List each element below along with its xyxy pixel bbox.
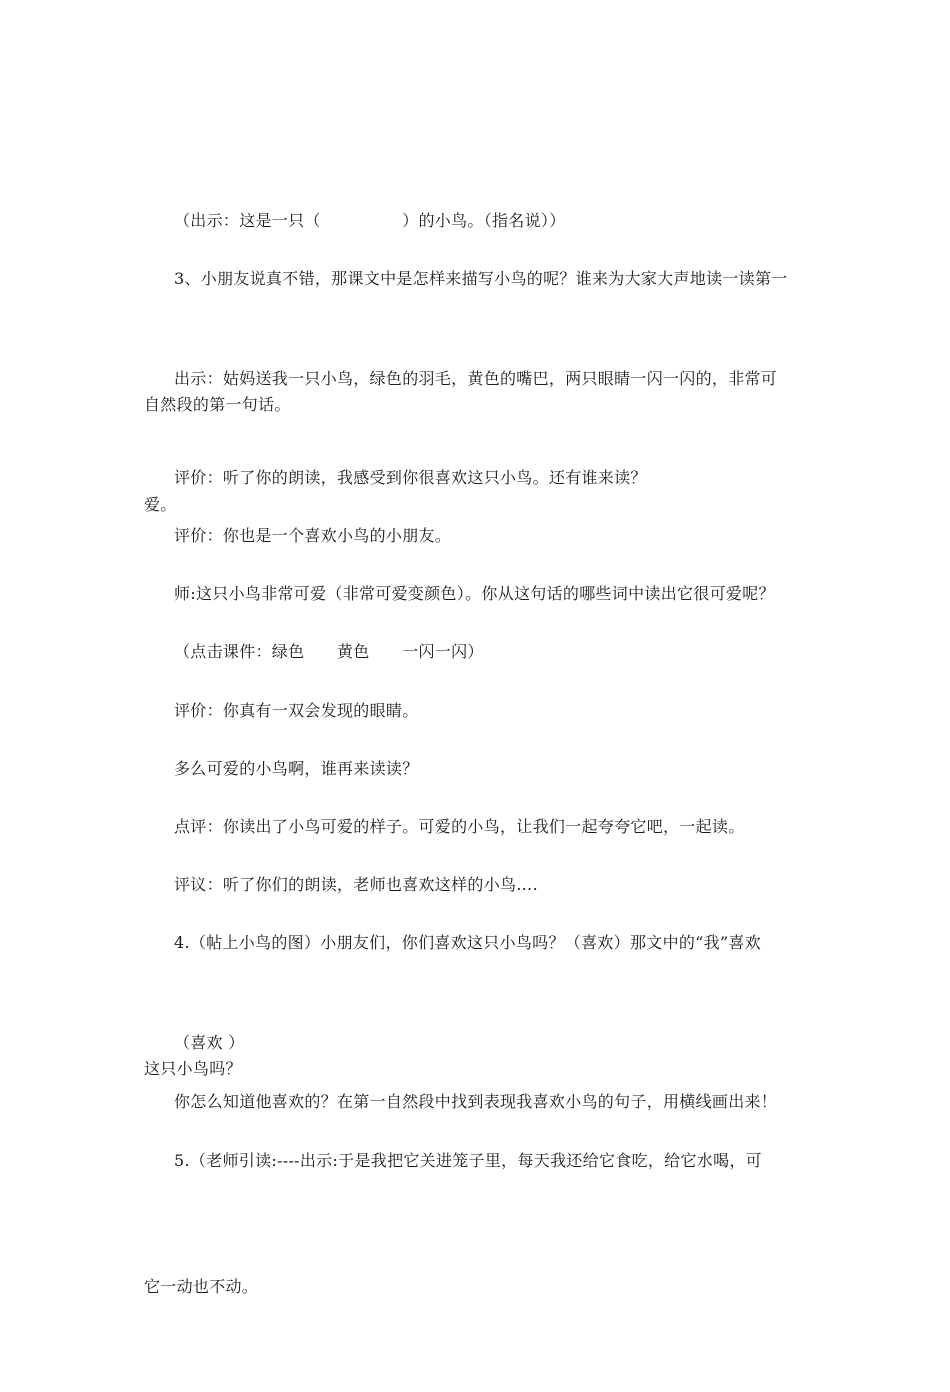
text-line: 评价：你真有一双会发现的眼睛。 bbox=[174, 701, 419, 720]
paragraph-step-5 bbox=[144, 1056, 804, 1392]
text-line: 出示：姑妈送我一只小鸟，绿色的羽毛，黄色的嘴巴，两只眼睛一闪一闪的，非常可 bbox=[174, 369, 778, 388]
text-line: 自然段的第一句话。 bbox=[144, 395, 291, 414]
text-line: （出示：这是一只（ ）的小鸟。（指名说）） bbox=[174, 211, 566, 230]
text-line: 3、小朋友说真不错，那课文中是怎样来描写小鸟的呢？谁来为大家大声地读一读第一 bbox=[174, 269, 788, 288]
text-line: 你怎么知道他喜欢的？在第一自然段中找到表现我喜欢小鸟的句子，用横线画出来！ bbox=[174, 1092, 778, 1111]
text-line: 多么可爱的小鸟啊，谁再来读读？ bbox=[174, 759, 419, 778]
text-line: （点击课件：绿色 黄色 一闪一闪） bbox=[174, 642, 484, 661]
text-line: 评价：听了你的朗读，我感受到你很喜欢这只小鸟。还有谁来读？ bbox=[174, 468, 647, 487]
text-line: 5.（老师引读:----出示:于是我把它关进笼子里，每天我还给它食吃，给它水喝，可 bbox=[174, 1151, 762, 1170]
text-line: 点评：你读出了小鸟可爱的样子。可爱的小鸟，让我们一起夸夸它吧，一起读。 bbox=[174, 817, 745, 836]
text-line: 它一动也不动。 bbox=[144, 1277, 259, 1296]
text-line: （喜欢 ） bbox=[174, 1033, 245, 1052]
text-line: 这只小鸟吗？ bbox=[144, 1059, 242, 1078]
text-line: 评价：你也是一个喜欢小鸟的小朋友。 bbox=[174, 526, 452, 545]
text-line: 师:这只小鸟非常可爱（非常可爱变颜色）。你从这句话的哪些词中读出它很可爱呢？ bbox=[174, 584, 775, 603]
text-line: 4.（帖上小鸟的图）小朋友们，你们喜欢这只小鸟吗？（喜欢）那文中的“我”喜欢 bbox=[174, 933, 762, 952]
text-line: 评议：听了你们的朗读，老师也喜欢这样的小鸟…. bbox=[174, 875, 538, 894]
text-line: 爱。 bbox=[144, 495, 177, 514]
